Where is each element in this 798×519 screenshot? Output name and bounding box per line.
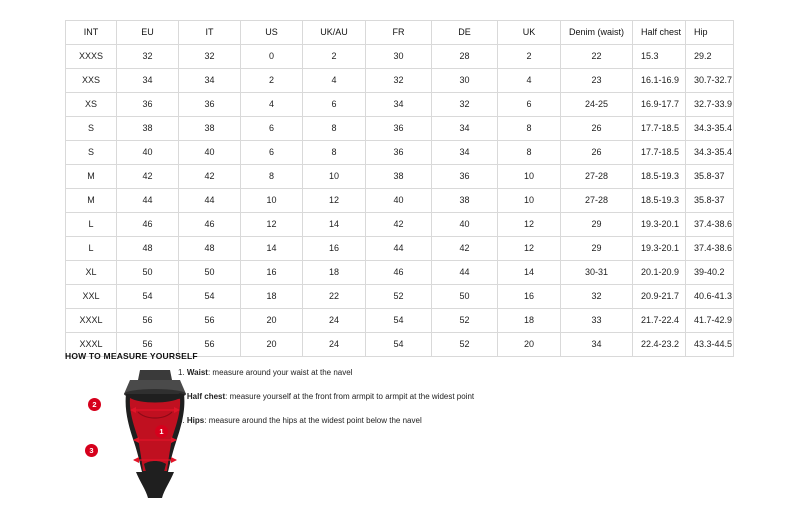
cell-fr: 44 xyxy=(366,237,432,261)
cell-hip: 39-40.2 xyxy=(686,261,734,285)
cell-uk: 14 xyxy=(498,261,561,285)
cell-uk: 18 xyxy=(498,309,561,333)
cell-int: XXS xyxy=(66,69,117,93)
cell-hip: 30.7-32.7 xyxy=(686,69,734,93)
cell-uk-au: 8 xyxy=(303,117,366,141)
cell-us: 14 xyxy=(241,237,303,261)
table-row xyxy=(66,285,734,309)
cell-fr: 34 xyxy=(366,93,432,117)
cell-uk-au: 18 xyxy=(303,261,366,285)
cell-half-chest: 17.7-18.5 xyxy=(633,117,686,141)
cell-hip: 35.8-37 xyxy=(686,189,734,213)
cell-int: M xyxy=(66,165,117,189)
cell-int: XXXL xyxy=(66,333,117,357)
column-header-de: DE xyxy=(432,21,498,45)
cell-us: 2 xyxy=(241,69,303,93)
cell-half-chest: 20.1-20.9 xyxy=(633,261,686,285)
instruction-hips-text: : measure around the hips at the widest point below the navel xyxy=(204,416,422,425)
table-row xyxy=(66,309,734,333)
cell-us: 12 xyxy=(241,213,303,237)
cell-uk-au: 14 xyxy=(303,213,366,237)
measure-badge-3: 3 xyxy=(85,444,98,457)
instruction-half-chest-number: 2. xyxy=(178,392,185,401)
instruction-hips xyxy=(178,415,598,427)
cell-hip: 37.4-38.6 xyxy=(686,237,734,261)
cell-us: 20 xyxy=(241,309,303,333)
cell-eu: 56 xyxy=(117,333,179,357)
cell-int: XL xyxy=(66,261,117,285)
cell-denim-waist: 27-28 xyxy=(561,165,633,189)
table-body xyxy=(66,45,734,357)
cell-it: 36 xyxy=(179,93,241,117)
cell-hip: 43.3-44.5 xyxy=(686,333,734,357)
cell-denim-waist: 29 xyxy=(561,237,633,261)
cell-int: XXXS xyxy=(66,45,117,69)
column-header-fr: FR xyxy=(366,21,432,45)
cell-fr: 30 xyxy=(366,45,432,69)
cell-eu: 48 xyxy=(117,237,179,261)
cell-denim-waist: 27-28 xyxy=(561,189,633,213)
cell-half-chest: 19.3-20.1 xyxy=(633,213,686,237)
table-row xyxy=(66,237,734,261)
cell-int: XXL xyxy=(66,285,117,309)
cell-uk: 12 xyxy=(498,213,561,237)
cell-de: 28 xyxy=(432,45,498,69)
cell-denim-waist: 23 xyxy=(561,69,633,93)
cell-denim-waist: 29 xyxy=(561,213,633,237)
cell-uk: 8 xyxy=(498,117,561,141)
cell-hip: 37.4-38.6 xyxy=(686,213,734,237)
cell-fr: 40 xyxy=(366,189,432,213)
cell-uk-au: 2 xyxy=(303,45,366,69)
cell-fr: 36 xyxy=(366,141,432,165)
cell-it: 44 xyxy=(179,189,241,213)
cell-denim-waist: 26 xyxy=(561,117,633,141)
table-row xyxy=(66,213,734,237)
cell-it: 54 xyxy=(179,285,241,309)
cell-half-chest: 17.7-18.5 xyxy=(633,141,686,165)
cell-us: 4 xyxy=(241,93,303,117)
cell-fr: 32 xyxy=(366,69,432,93)
cell-int: XXXL xyxy=(66,309,117,333)
table-header-row xyxy=(66,21,734,45)
cell-eu: 34 xyxy=(117,69,179,93)
cell-eu: 44 xyxy=(117,189,179,213)
instruction-waist-text: : measure around your waist at the navel xyxy=(207,368,353,377)
cell-it: 34 xyxy=(179,69,241,93)
cell-half-chest: 18.5-19.3 xyxy=(633,189,686,213)
cell-half-chest: 18.5-19.3 xyxy=(633,165,686,189)
cell-us: 20 xyxy=(241,333,303,357)
cell-de: 52 xyxy=(432,309,498,333)
cell-uk: 6 xyxy=(498,93,561,117)
cell-us: 18 xyxy=(241,285,303,309)
cell-uk: 8 xyxy=(498,141,561,165)
cell-int: M xyxy=(66,189,117,213)
column-header-uk: UK xyxy=(498,21,561,45)
cell-it: 40 xyxy=(179,141,241,165)
cell-half-chest: 20.9-21.7 xyxy=(633,285,686,309)
table-row xyxy=(66,117,734,141)
cell-uk: 4 xyxy=(498,69,561,93)
cell-denim-waist: 22 xyxy=(561,45,633,69)
cell-denim-waist: 24-25 xyxy=(561,93,633,117)
cell-uk-au: 10 xyxy=(303,165,366,189)
cell-uk-au: 12 xyxy=(303,189,366,213)
cell-de: 44 xyxy=(432,261,498,285)
column-header-int: INT xyxy=(66,21,117,45)
column-header-hip: Hip xyxy=(686,21,734,45)
cell-uk: 10 xyxy=(498,165,561,189)
cell-hip: 34.3-35.4 xyxy=(686,141,734,165)
cell-fr: 38 xyxy=(366,165,432,189)
table-row xyxy=(66,261,734,285)
measure-instructions xyxy=(178,367,598,439)
cell-uk-au: 8 xyxy=(303,141,366,165)
cell-de: 40 xyxy=(432,213,498,237)
instruction-waist-term: Waist xyxy=(186,368,208,377)
cell-uk-au: 22 xyxy=(303,285,366,309)
cell-it: 32 xyxy=(179,45,241,69)
cell-de: 30 xyxy=(432,69,498,93)
cell-it: 48 xyxy=(179,237,241,261)
cell-denim-waist: 33 xyxy=(561,309,633,333)
measure-badge-2: 2 xyxy=(88,398,101,411)
cell-int: XS xyxy=(66,93,117,117)
column-header-uk-au: UK/AU xyxy=(303,21,366,45)
cell-denim-waist: 26 xyxy=(561,141,633,165)
column-header-us: US xyxy=(241,21,303,45)
cell-int: L xyxy=(66,213,117,237)
cell-half-chest: 21.7-22.4 xyxy=(633,309,686,333)
cell-us: 6 xyxy=(241,141,303,165)
cell-fr: 36 xyxy=(366,117,432,141)
column-header-eu: EU xyxy=(117,21,179,45)
instruction-waist-number: 1. xyxy=(178,368,185,377)
cell-uk-au: 16 xyxy=(303,237,366,261)
table-row xyxy=(66,189,734,213)
cell-hip: 34.3-35.4 xyxy=(686,117,734,141)
table-row xyxy=(66,93,734,117)
cell-us: 8 xyxy=(241,165,303,189)
cell-de: 38 xyxy=(432,189,498,213)
cell-half-chest: 22.4-23.2 xyxy=(633,333,686,357)
cell-eu: 56 xyxy=(117,309,179,333)
column-header-half-chest: Half chest xyxy=(633,21,686,45)
cell-de: 42 xyxy=(432,237,498,261)
instruction-half-chest-text: : measure yourself at the front from armpit to armpit at the widest point xyxy=(225,392,475,401)
instruction-hips-number: 3. xyxy=(178,416,185,425)
cell-us: 10 xyxy=(241,189,303,213)
cell-int: S xyxy=(66,117,117,141)
measure-badge-1: 1 xyxy=(155,425,168,438)
cell-uk-au: 24 xyxy=(303,309,366,333)
instruction-half-chest-term: Half chest xyxy=(186,392,226,401)
instruction-waist xyxy=(178,367,598,379)
cell-de: 34 xyxy=(432,117,498,141)
instruction-hips-term: Hips xyxy=(186,416,205,425)
cell-half-chest: 19.3-20.1 xyxy=(633,237,686,261)
cell-it: 38 xyxy=(179,117,241,141)
cell-uk-au: 24 xyxy=(303,333,366,357)
cell-eu: 46 xyxy=(117,213,179,237)
cell-it: 46 xyxy=(179,213,241,237)
cell-hip: 40.6-41.3 xyxy=(686,285,734,309)
cell-de: 34 xyxy=(432,141,498,165)
table-row xyxy=(66,69,734,93)
table-row xyxy=(66,165,734,189)
cell-it: 42 xyxy=(179,165,241,189)
size-chart-table-container xyxy=(65,20,733,357)
table-row xyxy=(66,141,734,165)
cell-eu: 50 xyxy=(117,261,179,285)
cell-half-chest: 16.1-16.9 xyxy=(633,69,686,93)
cell-fr: 42 xyxy=(366,213,432,237)
cell-eu: 36 xyxy=(117,93,179,117)
cell-fr: 52 xyxy=(366,285,432,309)
cell-fr: 46 xyxy=(366,261,432,285)
cell-hip: 29.2 xyxy=(686,45,734,69)
table-header xyxy=(66,21,734,45)
cell-denim-waist: 34 xyxy=(561,333,633,357)
cell-uk: 12 xyxy=(498,237,561,261)
cell-int: S xyxy=(66,141,117,165)
cell-us: 6 xyxy=(241,117,303,141)
cell-denim-waist: 30-31 xyxy=(561,261,633,285)
cell-hip: 35.8-37 xyxy=(686,165,734,189)
cell-denim-waist: 32 xyxy=(561,285,633,309)
cell-it: 50 xyxy=(179,261,241,285)
instruction-half-chest xyxy=(178,391,598,403)
cell-uk: 20 xyxy=(498,333,561,357)
cell-eu: 38 xyxy=(117,117,179,141)
cell-half-chest: 15.3 xyxy=(633,45,686,69)
how-to-measure-title: HOW TO MEASURE YOURSELF xyxy=(65,351,198,361)
column-header-it: IT xyxy=(179,21,241,45)
cell-int: L xyxy=(66,237,117,261)
size-chart-table xyxy=(65,20,734,357)
cell-half-chest: 16.9-17.7 xyxy=(633,93,686,117)
cell-fr: 54 xyxy=(366,333,432,357)
cell-uk-au: 6 xyxy=(303,93,366,117)
cell-us: 16 xyxy=(241,261,303,285)
cell-hip: 41.7-42.9 xyxy=(686,309,734,333)
cell-uk-au: 4 xyxy=(303,69,366,93)
cell-uk: 2 xyxy=(498,45,561,69)
cell-eu: 32 xyxy=(117,45,179,69)
cell-de: 50 xyxy=(432,285,498,309)
column-header-denim-waist: Denim (waist) xyxy=(561,21,633,45)
cell-us: 0 xyxy=(241,45,303,69)
cell-uk: 10 xyxy=(498,189,561,213)
cell-de: 32 xyxy=(432,93,498,117)
cell-it: 56 xyxy=(179,309,241,333)
cell-fr: 54 xyxy=(366,309,432,333)
cell-de: 52 xyxy=(432,333,498,357)
cell-eu: 40 xyxy=(117,141,179,165)
cell-uk: 16 xyxy=(498,285,561,309)
cell-eu: 42 xyxy=(117,165,179,189)
cell-de: 36 xyxy=(432,165,498,189)
cell-hip: 32.7-33.9 xyxy=(686,93,734,117)
cell-eu: 54 xyxy=(117,285,179,309)
cell-it: 56 xyxy=(179,333,241,357)
table-row xyxy=(66,45,734,69)
